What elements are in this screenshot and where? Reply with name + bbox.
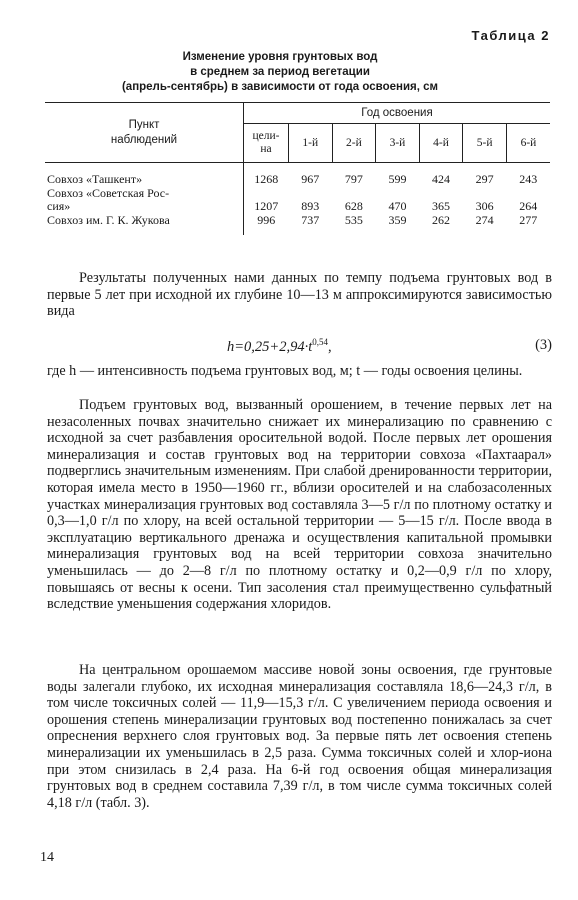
cell-value: 599	[388, 172, 407, 186]
equation-number: (3)	[535, 337, 552, 353]
table-label: Таблица 2	[471, 28, 550, 43]
caption-line: (апрель-сентябрь) в зависимости от года освоения, см	[121, 81, 439, 93]
caption-line: Изменение уровня грунтовых вод	[182, 51, 378, 63]
row-name: Совхоз «Ташкент»	[45, 163, 244, 187]
header-year-of-development: Год освоения	[244, 103, 551, 124]
formula-3	[47, 337, 552, 355]
cell-value: 535	[344, 212, 363, 227]
cell-value: 967	[301, 172, 320, 186]
paragraph-central-massif: На центральном орошаемом массиве новой зоны освоения, где грунтовые воды залегали глубоко, их исходная минерализация составляла 18,6—24,3 г/л, в том числе токсичных солей — 11,9—15,3 г/л. С увеличением периода освоения и орошения степень минерализации грунтовых вод постепенно понижалась за счет опреснения верхнего слоя грунтовых вод. За первые пять лет освоения степень минерализации их уменьшилась в 2,5 раза. Сумма токсичных солей и хлор-иона при этом снизилась в 2,4 раза. На 6-й год освоения общая минерализация грунтовых вод в среднем составила 7,39 г/л, в том числе сумма токсичных солей 4,18 г/л (табл. 3).	[47, 662, 552, 811]
cell-value: 470	[388, 199, 407, 213]
cell-value: 297	[475, 172, 494, 186]
header-observation-point: Пункт наблюдений	[45, 103, 244, 163]
table-caption	[30, 50, 530, 95]
cell-value: 797	[344, 172, 363, 186]
cell-value: 274	[475, 212, 494, 227]
cell-value: 243	[519, 172, 538, 186]
cell-value: 1207	[254, 199, 279, 213]
header-year-6: 6-й	[506, 124, 550, 163]
cell-value: 893	[301, 199, 320, 213]
header-virgin-land: цели- на	[244, 124, 289, 163]
header-year-4: 4-й	[419, 124, 463, 163]
row-name: Совхоз «Советская Рос- сия»	[45, 187, 244, 214]
header-year-2: 2-й	[332, 124, 376, 163]
cell-value: 359	[388, 212, 407, 227]
paragraph-results: Результаты полученных нами данных по темпу подъема грунтовых вод в первые 5 лет при исходной их глубине 10—13 м аппроксимируются зависимостью вида	[47, 270, 552, 320]
row-name: Совхоз им. Г. К. Жукова	[45, 214, 244, 236]
cell-value: 996	[257, 212, 276, 227]
header-year-5: 5-й	[463, 124, 507, 163]
groundwater-table	[45, 102, 550, 235]
cell-value: 262	[432, 212, 451, 227]
cell-value: 264	[519, 199, 538, 213]
formula-expression: $h=0,25+2,94\cdot t^{0,54}$,	[227, 337, 332, 355]
header-year-1: 1-й	[289, 124, 333, 163]
page-number: 14	[40, 850, 54, 865]
cell-value: 737	[301, 212, 320, 227]
header-year-3: 3-й	[376, 124, 420, 163]
paragraph-formula-legend: где h — интенсивность подъема грунтовых вод, м; t — годы освоения целины.	[47, 363, 523, 379]
paragraph-groundwater-rise: Подъем грунтовых вод, вызванный орошением, в течение первых лет на незасоленных почвах значительно снижает их минерализацию по сравнению с исходной за счет разбавления оросительной водой. После первых лет орошения минерализация и состав грунтовых вод на территории совхоза «Пахтаарал» подверглись значительным изменениям. При слабой дренированности территории, которая имела место в 1950—1960 гг., вблизи оросителей и на слабозасоленных участках минерализация грунтовых вод составляла 3—5 г/л по плотному остатку и 0,3—1,0 г/л по хлору, на всей остальной территории — 5—15 г/л. После ввода в эксплуатацию вертикального дренажа и осуществления капитальной промывки минерализация грунтовых вод на всей территории совхоза значительно уменьшилась — до 2—8 г/л по плотному остатку и 0,2—0,9 г/л по хлору, повышаясь от весны к осени. Тип засоления стал преимущественно сульфатный вследствие уменьшения содержания хлоридов.	[47, 397, 552, 613]
caption-line: в среднем за период вегетации	[190, 66, 370, 78]
cell-value: 628	[344, 199, 363, 213]
table-row	[45, 163, 550, 187]
table-row	[45, 187, 550, 214]
cell-value: 1268	[254, 172, 279, 186]
table-row	[45, 214, 550, 236]
cell-value: 365	[432, 199, 451, 213]
cell-value: 306	[475, 199, 494, 213]
cell-value: 277	[519, 212, 538, 227]
cell-value: 424	[432, 172, 451, 186]
